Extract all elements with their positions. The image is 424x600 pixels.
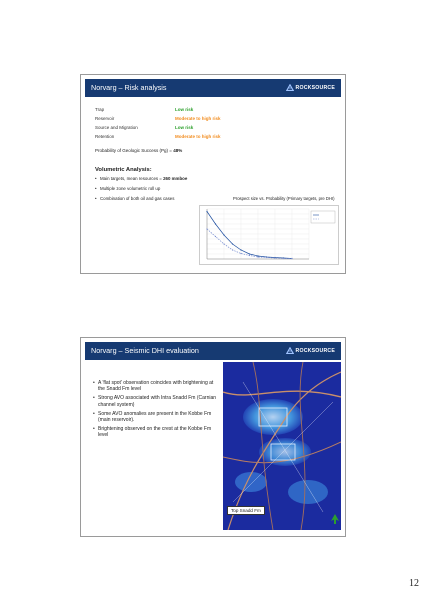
probability-chart	[199, 205, 339, 265]
chart-point	[249, 255, 250, 256]
page-number: 12	[409, 578, 419, 589]
bullet-item	[95, 176, 187, 186]
bullet-item: • Some AVO anomalies are present in the Kobbe Fm (main reservoir).	[93, 411, 221, 423]
slide-title: Norvarg – Risk analysis	[91, 83, 167, 92]
risk-value: Moderate to high risk	[175, 134, 221, 139]
pos-text: Probability of Geologic Success (Pg) =	[95, 148, 172, 153]
logo-text: ROCKSOURCE	[295, 85, 335, 91]
chart-point	[291, 258, 292, 259]
chart-point	[206, 228, 207, 229]
pos-value: 48%	[173, 148, 183, 153]
rocksource-logo-icon	[286, 84, 294, 92]
chart-point	[223, 234, 224, 235]
risk-value: Low risk	[175, 125, 194, 130]
logo-text: ROCKSOURCE	[295, 348, 335, 354]
chart-point	[232, 249, 233, 250]
bullet-text: Main targets, mean resources =	[100, 176, 162, 181]
chart-point	[240, 253, 241, 254]
slide-header	[85, 79, 341, 97]
risk-label: Retention	[95, 134, 115, 139]
slide-title: Norvarg – Seismic DHI evaluation	[91, 346, 199, 355]
chart-point	[232, 243, 233, 244]
slide-risk-analysis	[80, 74, 346, 274]
map-label: Top Snadd Fm	[227, 506, 265, 515]
legend-box	[311, 211, 335, 223]
bullet-item: • Multiple zone volumetric roll up	[95, 186, 187, 196]
risk-value: Low risk	[175, 107, 194, 112]
dhi-bullets	[93, 380, 221, 442]
slide-header	[85, 342, 341, 360]
probability-of-success	[95, 148, 182, 153]
rocksource-logo-icon	[286, 347, 294, 355]
chart-point	[240, 249, 241, 250]
bullet-value: 260 mmboe	[163, 176, 188, 181]
bullet-item: • A 'flat spot' observation coincides with brightening at the Snadd Fm level	[93, 380, 221, 392]
rocksource-logo	[286, 84, 335, 92]
seismic-amplitude-map	[223, 362, 341, 530]
chart-title: Prospect size vs. Probability (Primary targets, pre DHI)	[233, 196, 335, 201]
bullet-item: • Combination of both oil and gas cases	[95, 196, 187, 206]
chart-point	[266, 257, 267, 258]
volumetric-heading: Volumetric Analysis:	[95, 167, 152, 173]
chart-point	[257, 256, 258, 257]
volumetric-bullets	[95, 176, 187, 206]
chart-point	[215, 223, 216, 224]
chart-point	[206, 211, 207, 212]
risk-label: Reservoir	[95, 116, 115, 121]
chart-point	[249, 253, 250, 254]
risk-value: Moderate to high risk	[175, 116, 221, 121]
bullet-item: • Brightening observed on the crest at the Kobbe Fm level	[93, 426, 221, 438]
chart-point	[215, 236, 216, 237]
chart-legend	[311, 211, 335, 223]
north-arrow-icon	[331, 514, 339, 524]
risk-label: Source and Migration	[95, 125, 138, 130]
risk-label: Trap	[95, 107, 105, 112]
slide-seismic-dhi	[80, 337, 346, 537]
chart-point	[274, 257, 275, 258]
bullet-item: • Strong AVO associated with Intra Snadd Fm (Carnian channel system)	[93, 395, 221, 407]
rocksource-logo	[286, 347, 335, 355]
chart-point	[223, 243, 224, 244]
chart-point	[283, 258, 284, 259]
